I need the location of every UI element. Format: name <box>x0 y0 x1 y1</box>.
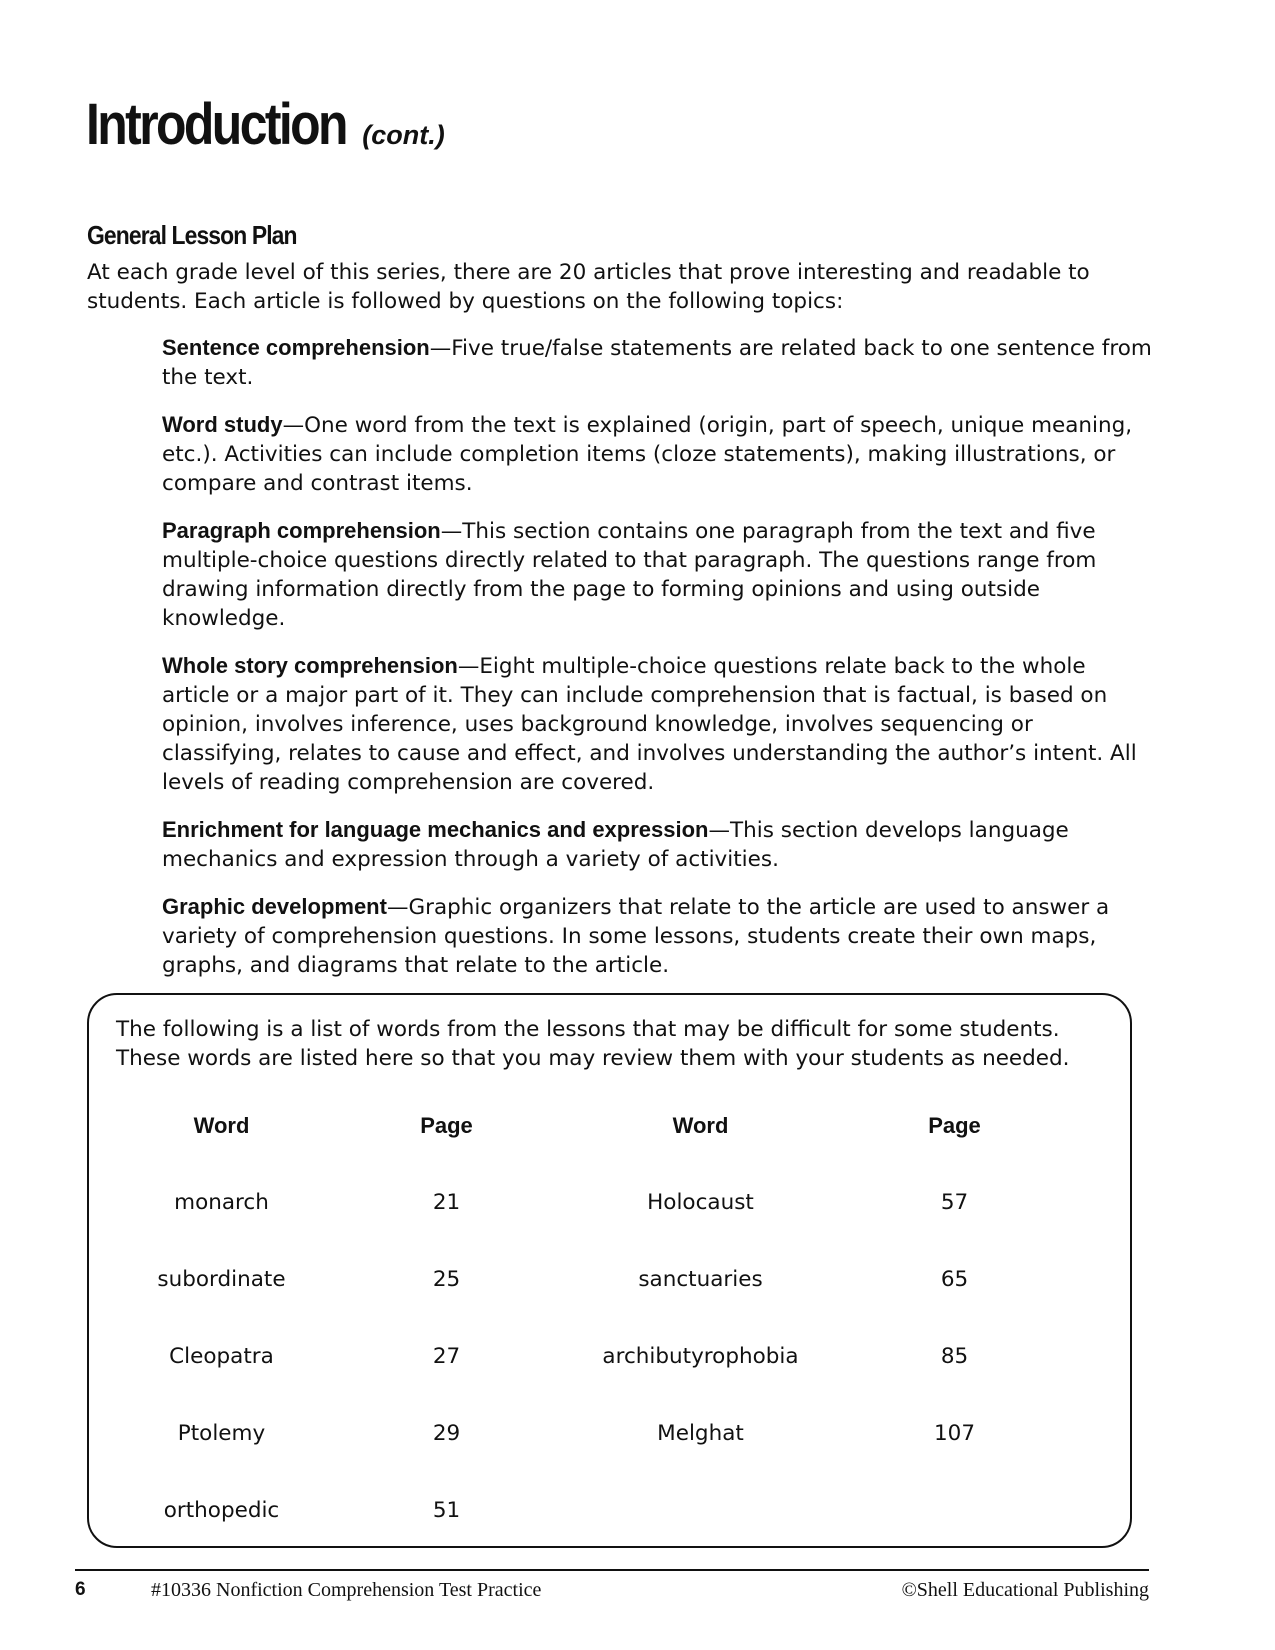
page-title-main: Introduction <box>86 92 346 157</box>
topic-name: Graphic development <box>162 894 387 919</box>
topic-description: —One word from the text is explained (origin, part of speech, unique meaning, etc.). Activities can include completion items (cloze statements), making illustrations, or compare and contrast items. <box>162 413 1133 496</box>
word-cell <box>559 1492 842 1569</box>
topic-list <box>162 333 1152 998</box>
topic-description: —This section contains one paragraph from the text and five multiple-choice questions directly related to that paragraph. The questions range from drawing information directly from the page to forming opinions and using outside knowledge. <box>162 519 1097 631</box>
page-cell: 27 <box>432 1344 461 1369</box>
page-cell: 85 <box>940 1344 969 1369</box>
book-title: #10336 Nonfiction Comprehension Test Practice <box>151 1579 542 1601</box>
word-cell: monarch <box>174 1190 269 1215</box>
column-header-word: Word <box>193 1113 250 1138</box>
page-cell: 65 <box>940 1267 969 1292</box>
topic-name: Sentence comprehension <box>162 335 430 360</box>
page-cell: 25 <box>432 1267 461 1292</box>
word-cell: Cleopatra <box>169 1344 274 1369</box>
intro-paragraph: At each grade level of this series, there are 20 articles that prove interesting and readable to students. Each article is followed by questions on the following topics: <box>87 260 1090 314</box>
table-row <box>109 1415 1109 1492</box>
page-title-suffix: (cont.) <box>362 120 445 150</box>
topic-name: Whole story comprehension <box>162 653 458 678</box>
publisher-credit: ©Shell Educational Publishing <box>901 1579 1149 1601</box>
column-header-word: Word <box>672 1113 729 1138</box>
table-row <box>109 1261 1109 1338</box>
vocabulary-intro: The following is a list of words from the lessons that may be difficult for some students. These words are listed here so that you may review them with your students as needed. <box>116 1017 1070 1071</box>
word-cell: archibutyrophobia <box>602 1344 799 1369</box>
page-number: 6 <box>75 1579 86 1600</box>
vocabulary-header-row <box>109 1107 1109 1144</box>
word-cell: Melghat <box>657 1421 744 1446</box>
page-cell: 29 <box>432 1421 461 1446</box>
column-header-page: Page <box>928 1113 981 1138</box>
vocabulary-table <box>109 1107 1109 1569</box>
topic-name: Paragraph comprehension <box>162 518 441 543</box>
topic-item <box>162 410 1152 498</box>
topic-name: Enrichment for language mechanics and expression <box>162 817 709 842</box>
word-cell: Ptolemy <box>177 1421 266 1446</box>
word-cell: sanctuaries <box>638 1267 763 1292</box>
page-cell: 21 <box>432 1190 461 1215</box>
word-cell: orthopedic <box>163 1498 280 1523</box>
footer-divider <box>75 1569 1149 1571</box>
topic-description: —This section develops language mechanics and expression through a variety of activities. <box>162 818 1069 872</box>
topic-item <box>162 651 1152 797</box>
table-row <box>109 1338 1109 1415</box>
table-row <box>109 1492 1109 1569</box>
section-heading: General Lesson Plan <box>87 220 297 250</box>
topic-name: Word study <box>162 412 283 437</box>
page-cell: 51 <box>432 1498 461 1523</box>
topic-item <box>162 815 1152 874</box>
page-cell: 107 <box>933 1421 976 1446</box>
topic-description: —Five true/false statements are related back to one sentence from the text. <box>162 336 1152 390</box>
word-cell: Holocaust <box>647 1190 754 1215</box>
vocabulary-box <box>87 993 1132 1548</box>
word-cell: subordinate <box>157 1267 286 1292</box>
topic-item <box>162 333 1152 392</box>
topic-item <box>162 516 1152 633</box>
topic-description: —Graphic organizers that relate to the article are used to answer a variety of comprehension questions. In some lessons, students create their own maps, graphs, and diagrams that relate to the article. <box>162 895 1110 978</box>
page-title <box>86 92 445 157</box>
table-row <box>109 1184 1109 1261</box>
topic-item <box>162 892 1152 980</box>
page-cell <box>842 1492 1067 1569</box>
topic-description: —Eight multiple-choice questions relate back to the whole article or a major part of it. They can include comprehension that is factual, is based on opinion, involves inference, uses background knowledge, involves sequencing or classifying, relates to cause and effect, and involves understanding the author’s intent. All levels of reading comprehension are covered. <box>162 654 1137 795</box>
column-header-page: Page <box>420 1113 473 1138</box>
page-cell: 57 <box>940 1190 969 1215</box>
